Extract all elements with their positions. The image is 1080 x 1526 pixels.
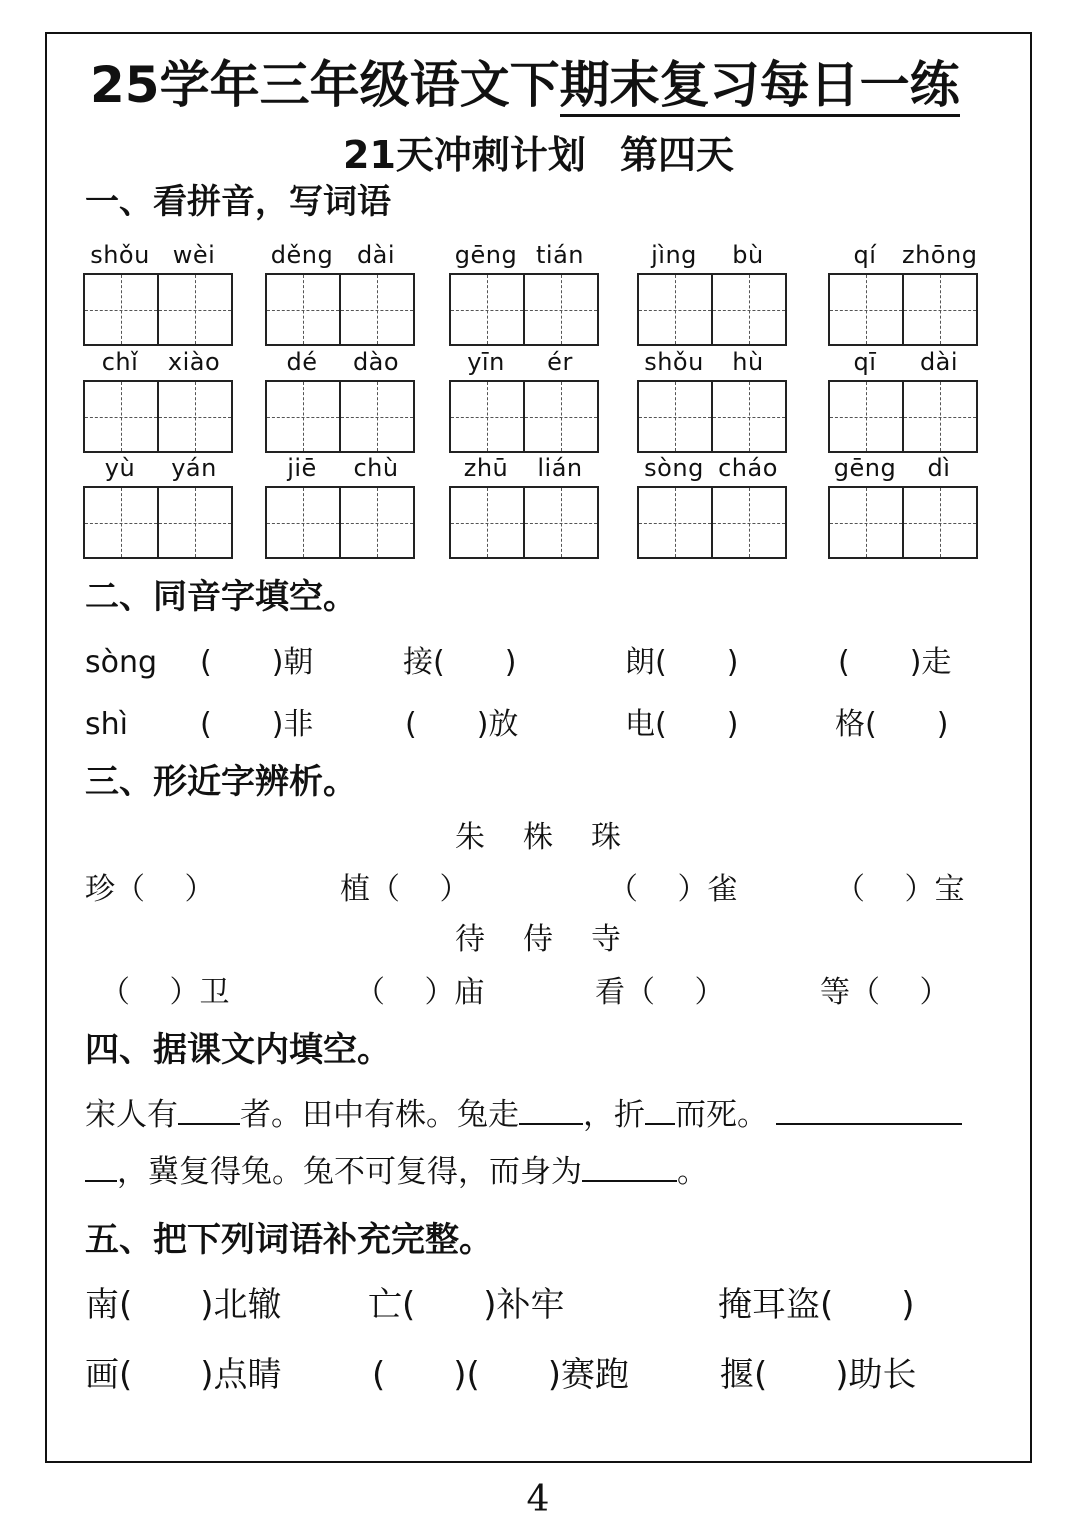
pinyin-syllable: lián: [537, 454, 583, 482]
section-2-heading: 二、同音字填空。: [85, 577, 357, 617]
tianzige-box[interactable]: [902, 273, 978, 346]
idiom-item[interactable]: 揠( )助长: [720, 1355, 917, 1395]
writing-box-pair: [83, 380, 233, 453]
pinyin-pair: [83, 347, 231, 377]
pinyin-syllable: dì: [927, 454, 951, 482]
section-4-heading: 四、据课文内填空。: [85, 1030, 391, 1070]
writing-box-pair: [637, 380, 787, 453]
pinyin-syllable: dài: [356, 241, 396, 269]
pinyin-syllable: zhū: [463, 454, 509, 482]
tianzige-box[interactable]: [83, 380, 159, 453]
plan-label: 21天冲刺计划: [343, 133, 586, 177]
tianzige-box[interactable]: [83, 486, 159, 559]
similar-char-item[interactable]: （ ）庙: [355, 975, 485, 1010]
idiom-item[interactable]: 掩耳盗( ): [718, 1285, 915, 1325]
tianzige-box[interactable]: [83, 273, 159, 346]
tianzige-box[interactable]: [265, 380, 341, 453]
pinyin-syllable: sòng: [644, 454, 704, 482]
pinyin-pair: [828, 347, 976, 377]
pinyin-syllable: gēng: [454, 241, 518, 269]
writing-box-pair: [265, 486, 415, 559]
fill-blank[interactable]: [519, 1095, 583, 1125]
writing-box-pair: [828, 486, 978, 559]
tianzige-box[interactable]: [523, 380, 599, 453]
fill-blank[interactable]: [178, 1095, 240, 1125]
similar-char-item[interactable]: 等（ ）: [820, 975, 950, 1010]
tianzige-box[interactable]: [902, 486, 978, 559]
tianzige-box[interactable]: [828, 273, 904, 346]
similar-char-item[interactable]: 珍（ ）: [85, 872, 215, 907]
pinyin-syllable: dé: [286, 348, 318, 376]
similar-char-item[interactable]: （ ）雀: [608, 872, 738, 907]
pinyin-syllable: děng: [270, 241, 334, 269]
text-segment: ，折: [583, 1097, 645, 1133]
similar-char-group: 待 侍 寺: [455, 922, 625, 957]
pinyin-syllable: qī: [853, 348, 877, 376]
homophone-item[interactable]: 格( ): [835, 707, 949, 742]
tianzige-box[interactable]: [157, 273, 233, 346]
idiom-item[interactable]: ( )( )赛跑: [372, 1355, 630, 1395]
pinyin-syllable: xiào: [167, 348, 221, 376]
pinyin-syllable: wèi: [172, 241, 216, 269]
pinyin-pair: [449, 240, 597, 270]
homophone-item[interactable]: ( )走: [838, 645, 952, 680]
homophone-item[interactable]: 朗( ): [625, 645, 739, 680]
worksheet-subtitle: [45, 132, 1032, 178]
tianzige-box[interactable]: [449, 486, 525, 559]
pinyin-pair: [637, 347, 785, 377]
tianzige-box[interactable]: [157, 486, 233, 559]
idiom-item[interactable]: 亡( )补牢: [368, 1285, 565, 1325]
homophone-pinyin: shì: [85, 707, 128, 742]
pinyin-pair: [637, 240, 785, 270]
pinyin-syllable: hù: [732, 348, 764, 376]
pinyin-syllable: yù: [104, 454, 136, 482]
pinyin-pair: [265, 240, 413, 270]
pinyin-syllable: chǐ: [101, 348, 139, 376]
writing-box-pair: [449, 273, 599, 346]
pinyin-syllable: zhōng: [902, 241, 978, 269]
pinyin-pair: [449, 453, 597, 483]
writing-box-pair: [449, 380, 599, 453]
writing-box-pair: [828, 380, 978, 453]
tianzige-box[interactable]: [828, 486, 904, 559]
title-part-2-underlined: 期末复习每日一练: [560, 56, 960, 117]
section-5-heading: 五、把下列词语补充完整。: [85, 1220, 493, 1260]
writing-box-pair: [828, 273, 978, 346]
similar-char-item[interactable]: （ ）卫: [100, 975, 230, 1010]
text-fill-line-1: [85, 1095, 962, 1135]
writing-box-pair: [265, 273, 415, 346]
tianzige-box[interactable]: [637, 486, 713, 559]
tianzige-box[interactable]: [711, 486, 787, 559]
section-1-heading: 一、看拼音，写词语: [85, 182, 391, 222]
pinyin-syllable: jìng: [651, 241, 697, 269]
similar-char-group: 朱 株 珠: [455, 820, 625, 855]
tianzige-box[interactable]: [339, 486, 415, 559]
writing-box-pair: [83, 486, 233, 559]
tianzige-box[interactable]: [449, 273, 525, 346]
pinyin-syllable: bù: [732, 241, 764, 269]
homophone-pinyin: sòng: [85, 645, 158, 680]
title-part-1: 25学年三年级语文下: [90, 56, 560, 114]
tianzige-box[interactable]: [157, 380, 233, 453]
tianzige-box[interactable]: [902, 380, 978, 453]
pinyin-pair: [83, 453, 231, 483]
writing-box-pair: [637, 486, 787, 559]
section-3-heading: 三、形近字辨析。: [85, 762, 357, 802]
homophone-item[interactable]: 接( ): [403, 645, 517, 680]
pinyin-pair: [637, 453, 785, 483]
pinyin-syllable: shǒu: [644, 348, 704, 376]
text-segment: 宋人有: [85, 1097, 178, 1133]
pinyin-syllable: ér: [547, 348, 573, 376]
pinyin-pair: [828, 240, 976, 270]
text-segment: ，冀复得兔。兔不可复得，而身为: [117, 1154, 582, 1190]
pinyin-syllable: dài: [919, 348, 959, 376]
worksheet-title: [90, 55, 960, 117]
homophone-item[interactable]: ( )放: [405, 707, 519, 742]
text-fill-line-2: [85, 1152, 708, 1192]
pinyin-syllable: jiē: [287, 454, 317, 482]
tianzige-box[interactable]: [637, 273, 713, 346]
pinyin-syllable: gēng: [833, 454, 897, 482]
tianzige-box[interactable]: [449, 380, 525, 453]
tianzige-box[interactable]: [637, 380, 713, 453]
page-number: 4: [526, 1479, 550, 1520]
tianzige-box[interactable]: [339, 273, 415, 346]
text-segment: 者。田中有株。兔走: [240, 1097, 519, 1133]
pinyin-pair: [449, 347, 597, 377]
pinyin-pair: [83, 240, 231, 270]
pinyin-syllable: dào: [352, 348, 400, 376]
homophone-item[interactable]: ( )非: [200, 707, 314, 742]
idiom-item[interactable]: 画( )点睛: [85, 1355, 282, 1395]
tianzige-box[interactable]: [339, 380, 415, 453]
tianzige-box[interactable]: [265, 273, 341, 346]
pinyin-syllable: qí: [853, 241, 877, 269]
tianzige-box[interactable]: [523, 486, 599, 559]
writing-box-pair: [265, 380, 415, 453]
similar-char-item[interactable]: 植（ ）: [340, 872, 470, 907]
pinyin-syllable: chù: [353, 454, 399, 482]
tianzige-box[interactable]: [711, 273, 787, 346]
fill-blank[interactable]: [85, 1152, 117, 1182]
idiom-item[interactable]: 南( )北辙: [85, 1285, 282, 1325]
day-label: 第四天: [619, 133, 734, 177]
homophone-item[interactable]: ( )朝: [200, 645, 314, 680]
pinyin-syllable: tián: [536, 241, 584, 269]
tianzige-box[interactable]: [523, 273, 599, 346]
writing-box-pair: [637, 273, 787, 346]
pinyin-syllable: shǒu: [90, 241, 150, 269]
similar-char-item[interactable]: （ ）宝: [835, 872, 965, 907]
pinyin-syllable: yán: [171, 454, 217, 482]
fill-blank[interactable]: [645, 1095, 675, 1125]
tianzige-box[interactable]: [711, 380, 787, 453]
tianzige-box[interactable]: [828, 380, 904, 453]
fill-blank[interactable]: [776, 1095, 962, 1125]
tianzige-box[interactable]: [265, 486, 341, 559]
writing-box-pair: [449, 486, 599, 559]
pinyin-syllable: cháo: [718, 454, 778, 482]
pinyin-pair: [265, 347, 413, 377]
similar-char-item[interactable]: 看（ ）: [595, 975, 725, 1010]
writing-box-pair: [83, 273, 233, 346]
homophone-item[interactable]: 电( ): [625, 707, 739, 742]
text-segment: 而死。: [675, 1097, 768, 1133]
pinyin-pair: [828, 453, 976, 483]
pinyin-pair: [265, 453, 413, 483]
fill-blank[interactable]: [582, 1152, 677, 1182]
pinyin-syllable: yīn: [467, 348, 505, 376]
text-segment: 。: [677, 1154, 708, 1190]
